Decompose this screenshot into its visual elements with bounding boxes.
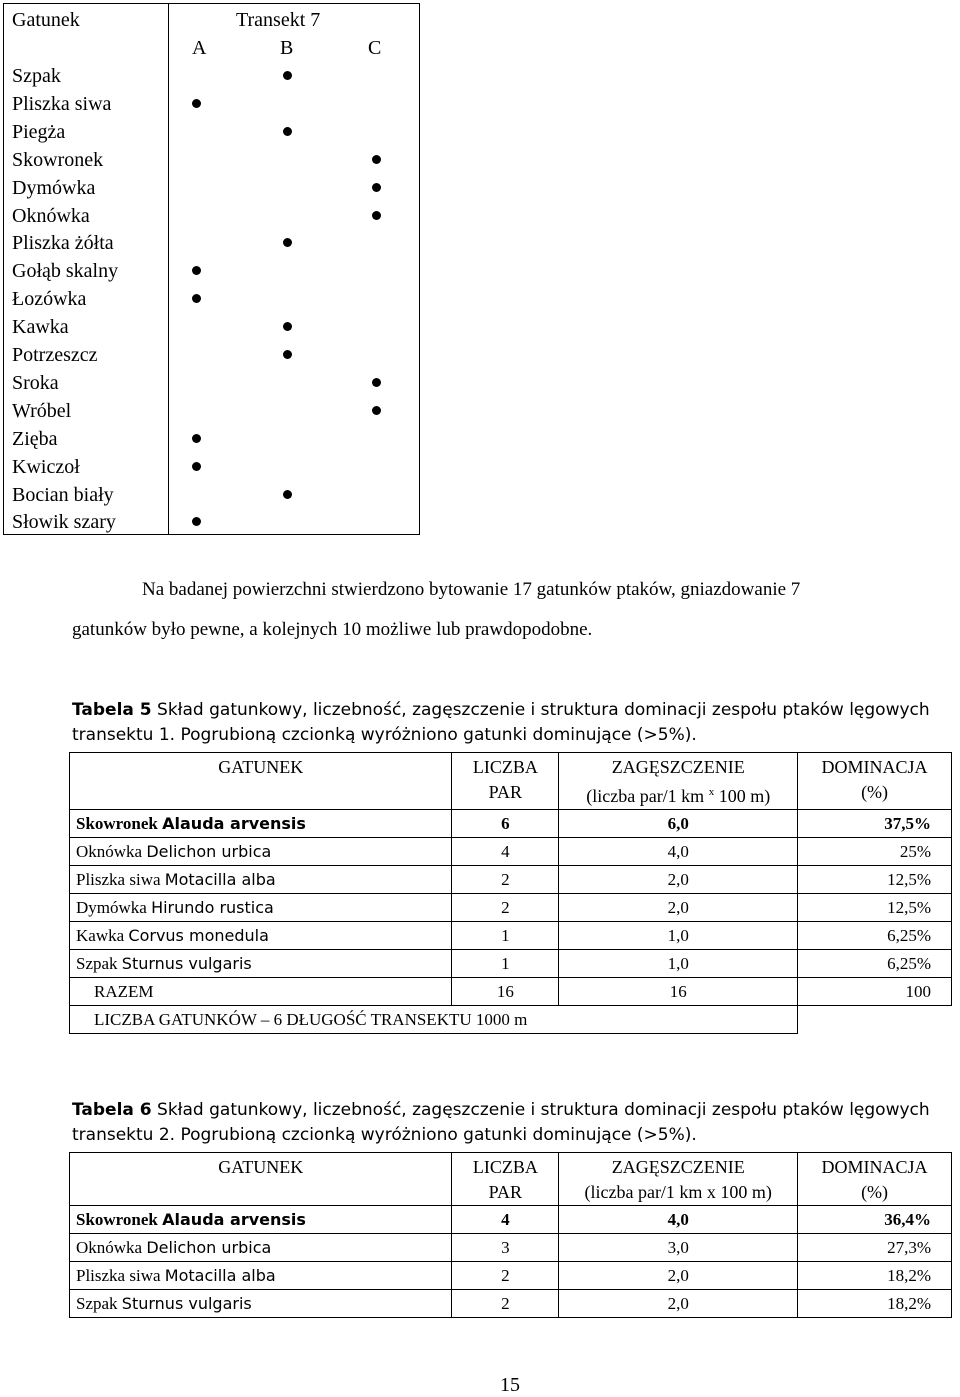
dominance-cell: 25%	[798, 838, 952, 866]
table-row	[70, 1234, 952, 1262]
table6-caption-text: Skład gatunkowy, liczebność, zagęszczenie i struktura dominacji zespołu ptaków lęgowych transektu 2. Pogrubioną czcionką wyróżniono gatunki dominujące (>5%).	[72, 1100, 930, 1145]
table-row	[70, 866, 952, 894]
dominance-cell: 18,2%	[798, 1262, 952, 1290]
species-row	[4, 425, 419, 453]
species-cell: Szpak Sturnus vulgaris	[70, 950, 452, 978]
presence-dot-icon	[192, 434, 201, 443]
pairs-cell: 1	[452, 950, 559, 978]
density-cell: 2,0	[559, 866, 798, 894]
species-row	[4, 285, 419, 313]
table-row	[70, 1262, 952, 1290]
table6-header-row	[70, 1153, 952, 1206]
table-row	[70, 950, 952, 978]
density-cell: 4,0	[559, 838, 798, 866]
species-row	[4, 257, 419, 285]
species-row	[4, 146, 419, 174]
species-row	[4, 174, 419, 202]
summary-line-2: gatunków było pewne, a kolejnych 10 możliwe lub prawdopodobne.	[72, 619, 593, 640]
table5-caption	[72, 698, 942, 748]
presence-dot-icon	[283, 238, 292, 247]
column-header-a: A	[192, 37, 207, 59]
table6	[69, 1152, 952, 1318]
table6-caption-label: Tabela 6	[72, 1100, 152, 1120]
species-row	[4, 62, 419, 90]
species-row	[4, 453, 419, 481]
table5	[69, 752, 952, 1034]
table-row	[70, 1290, 952, 1318]
species-row	[4, 90, 419, 118]
species-name: Sroka	[12, 371, 59, 394]
pairs-cell: 3	[452, 1234, 559, 1262]
table5-header-dominacja: DOMINACJA (%)	[798, 753, 952, 810]
dominance-cell: 6,25%	[798, 950, 952, 978]
species-row	[4, 341, 419, 369]
dominance-cell: 36,4%	[798, 1206, 952, 1234]
presence-dot-icon	[192, 266, 201, 275]
species-name: Skowronek	[12, 148, 104, 171]
species-name: Oknówka	[12, 204, 90, 227]
total-label: RAZEM	[70, 978, 452, 1006]
density-cell: 1,0	[559, 950, 798, 978]
species-name: Gołąb skalny	[12, 260, 119, 283]
table5-header-zageszczenie: ZAGĘSZCZENIE (liczba par/1 km $^x$ 100 m)	[559, 753, 798, 810]
table5-caption-text: Skład gatunkowy, liczebność, zagęszczenie i struktura dominacji zespołu ptaków lęgowych transektu 1. Pogrubioną czcionką wyróżniono gatunki dominujące (>5%).	[72, 700, 930, 745]
density-cell: 6,0	[559, 810, 798, 838]
species-name: Szpak	[12, 65, 61, 87]
species-name: Piegża	[12, 120, 66, 143]
species-cell: Oknówka Delichon urbica	[70, 838, 452, 866]
table5-caption-label: Tabela 5	[72, 700, 152, 720]
pairs-cell: 4	[452, 1206, 559, 1234]
table6-header-zageszczenie: ZAGĘSZCZENIE (liczba par/1 km x 100 m)	[559, 1153, 798, 1206]
pairs-cell: 2	[452, 1290, 559, 1318]
pairs-cell: 4	[452, 838, 559, 866]
column-header-b: B	[280, 37, 294, 59]
dominance-cell: 18,2%	[798, 1290, 952, 1318]
dominance-cell: 12,5%	[798, 894, 952, 922]
page-number: 15	[500, 1374, 520, 1396]
table6-header-liczba: LICZBA PAR	[452, 1153, 559, 1206]
footer-row	[70, 1006, 952, 1034]
table-row	[70, 894, 952, 922]
species-name: Dymówka	[12, 176, 96, 199]
presence-dot-icon	[192, 462, 201, 471]
density-cell: 2,0	[559, 1290, 798, 1318]
column-header-gatunek: Gatunek	[12, 9, 80, 31]
table5-header-row	[70, 753, 952, 810]
species-cell: Dymówka Hirundo rustica	[70, 894, 452, 922]
species-row	[4, 118, 419, 146]
pairs-cell: 2	[452, 894, 559, 922]
species-row	[4, 481, 419, 509]
species-cell: Szpak Sturnus vulgaris	[70, 1290, 452, 1318]
species-name: Bocian biały	[12, 483, 114, 506]
dominance-cell: 37,5%	[798, 810, 952, 838]
species-name: Słowik szary	[12, 511, 116, 534]
density-cell: 2,0	[559, 894, 798, 922]
presence-dot-icon	[372, 406, 381, 415]
species-name: Pliszka żółta	[12, 232, 114, 255]
presence-dot-icon	[283, 127, 292, 136]
pairs-cell: 2	[452, 1262, 559, 1290]
presence-dot-icon	[283, 71, 292, 80]
species-row	[4, 313, 419, 341]
species-row	[4, 508, 419, 536]
pairs-cell: 2	[452, 866, 559, 894]
footer-empty-cell	[798, 1006, 952, 1034]
species-cell: Pliszka siwa Motacilla alba	[70, 866, 452, 894]
presence-dot-icon	[283, 322, 292, 331]
presence-dot-icon	[192, 294, 201, 303]
species-cell: Oknówka Delichon urbica	[70, 1234, 452, 1262]
table-footer: LICZBA GATUNKÓW – 6 DŁUGOŚĆ TRANSEKTU 1000 m	[70, 1006, 798, 1034]
density-cell: 3,0	[559, 1234, 798, 1262]
total-row	[70, 978, 952, 1006]
pairs-cell: 1	[452, 922, 559, 950]
dominance-cell: 6,25%	[798, 922, 952, 950]
species-name: Zięba	[12, 427, 58, 450]
pairs-cell: 6	[452, 810, 559, 838]
species-name: Pliszka siwa	[12, 92, 112, 115]
table6-header-gatunek: GATUNEK	[70, 1153, 452, 1206]
species-cell: Skowronek Alauda arvensis	[70, 1206, 452, 1234]
presence-dot-icon	[192, 99, 201, 108]
column-header-c: C	[368, 37, 382, 59]
density-cell: 4,0	[559, 1206, 798, 1234]
total-density: 16	[559, 978, 798, 1006]
dominance-cell: 12,5%	[798, 866, 952, 894]
presence-dot-icon	[283, 350, 292, 359]
species-cell: Pliszka siwa Motacilla alba	[70, 1262, 452, 1290]
table6-header-dominacja: DOMINACJA (%)	[798, 1153, 952, 1206]
total-dominance: 100	[798, 978, 952, 1006]
table5-header-gatunek: GATUNEK	[70, 753, 452, 810]
species-row	[4, 202, 419, 230]
transect-title: Transekt 7	[236, 9, 321, 31]
table5-header-liczba: LICZBA PAR	[452, 753, 559, 810]
table-row	[70, 838, 952, 866]
total-pairs: 16	[452, 978, 559, 1006]
table6-caption	[72, 1098, 942, 1148]
presence-dot-icon	[372, 183, 381, 192]
species-name: Łozówka	[12, 288, 87, 311]
species-name: Kawka	[12, 316, 69, 339]
presence-dot-icon	[372, 378, 381, 387]
table-row	[70, 810, 952, 838]
species-cell: Skowronek Alauda arvensis	[70, 810, 452, 838]
species-row	[4, 397, 419, 425]
species-row	[4, 369, 419, 397]
species-name: Kwiczoł	[12, 455, 80, 478]
density-cell: 1,0	[559, 922, 798, 950]
species-name: Wróbel	[12, 399, 72, 422]
presence-dot-icon	[372, 155, 381, 164]
species-cell: Kawka Corvus monedula	[70, 922, 452, 950]
presence-dot-icon	[192, 517, 201, 526]
presence-dot-icon	[372, 211, 381, 220]
transect7-table	[3, 3, 420, 535]
density-cell: 2,0	[559, 1262, 798, 1290]
summary-line-1: Na badanej powierzchni stwierdzono bytowanie 17 gatunków ptaków, gniazdowanie 7	[142, 579, 801, 600]
dominance-cell: 27,3%	[798, 1234, 952, 1262]
species-name: Potrzeszcz	[12, 344, 98, 366]
table-row	[70, 1206, 952, 1234]
table-row	[70, 922, 952, 950]
presence-dot-icon	[283, 490, 292, 499]
species-row	[4, 229, 419, 257]
